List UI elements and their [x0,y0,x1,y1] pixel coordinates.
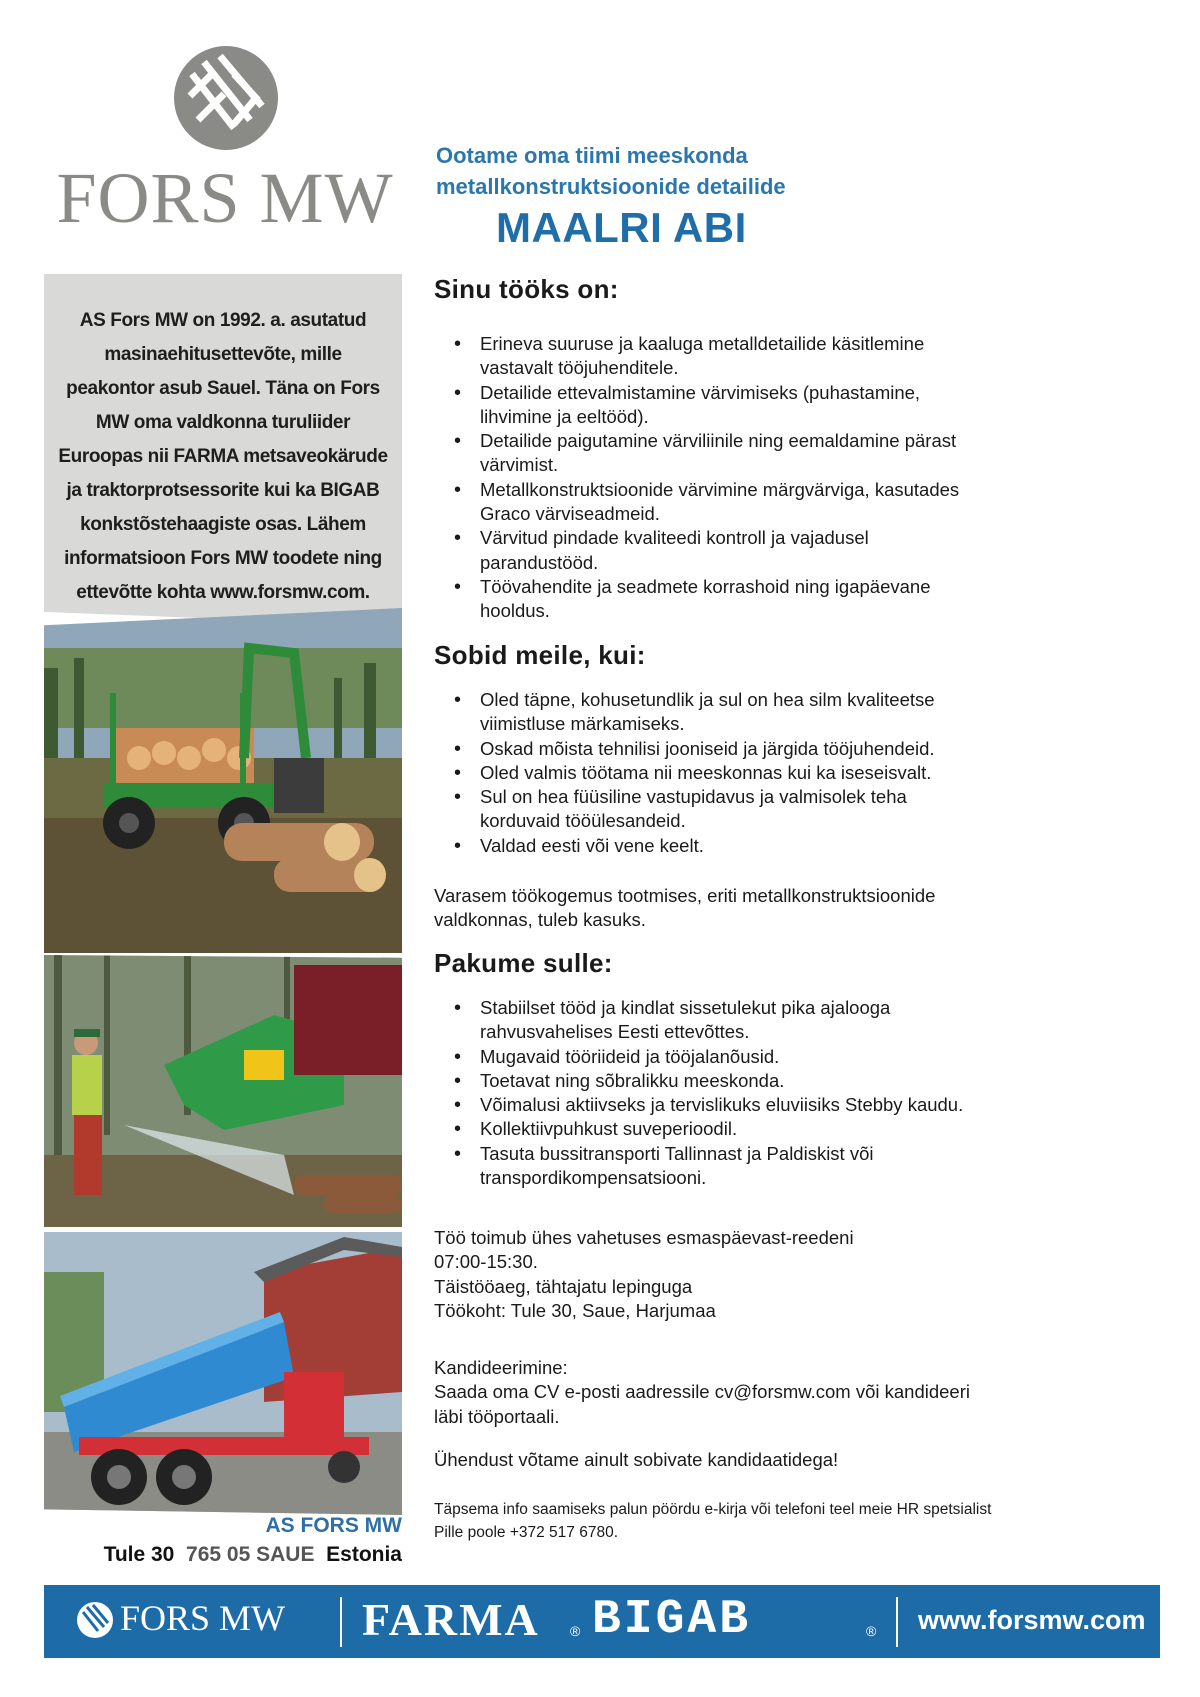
worker-painting-photo [44,955,402,1227]
experience-note: Varasem töökogemus tootmises, eriti metallkonstruktsioonide valdkonnas, tuleb kasuks. [434,885,936,931]
apply-label: Kandideerimine: [434,1357,568,1378]
fors-mw-logo-icon [172,44,280,152]
footer-bar [44,1585,1160,1658]
footer-brand-fors: FORS MW [120,1598,286,1638]
offer-list [434,996,974,1190]
address-postal: 765 05 SAUE [186,1543,315,1566]
apply-text: Saada oma CV e-posti aadressile cv@forsmw.com või kandideeri läbi tööportaali. [434,1381,970,1427]
list-item: • Oled valmis töötama nii meeskonnas kui ka iseseisvalt. [434,761,974,785]
list-item: • Erineva suuruse ja kaaluga metalldetailide käsitlemine vastavalt tööjuhenditele. [434,332,974,381]
job-title: MAALRI ABI [496,204,747,251]
hook-lift-trailer-photo [44,1232,402,1515]
duties-list [434,332,974,624]
address-country: Estonia [326,1543,402,1566]
schedule [434,1226,994,1323]
footer-brand-farma: FARMA [362,1594,540,1645]
forest-trailer-photo [44,608,402,953]
registered-mark: ® [866,1623,877,1639]
list-item: • Värvitud pindade kvaliteedi kontroll ja vajadusel parandustööd. [434,526,974,575]
list-item: • Toetavat ning sõbralikku meeskonda. [434,1069,974,1093]
list-item: • Võimalusi aktiivseks ja tervislikuks eluviisiks Stebby kaudu. [434,1093,974,1117]
fors-mw-logo-text: FORS MW [56,158,394,238]
schedule-line: Töökoht: Tule 30, Saue, Harjumaa [434,1299,716,1321]
list-item: • Kollektiivpuhkust suveperioodil. [434,1117,974,1141]
footer-website-link[interactable]: www.forsmw.com [918,1605,1146,1635]
list-item: • Oled täpne, kohusetundlik ja sul on hea silm kvaliteetse viimistluse märkamiseks. [434,688,974,737]
footer-brand-bigab: BIGAB [592,1593,752,1647]
fit-heading: Sobid meile, kui: [434,640,646,670]
offer-heading: Pakume sulle: [434,948,613,978]
list-item: • Mugavaid tööriideid ja tööjalanõusid. [434,1045,974,1069]
fit-list [434,688,974,858]
schedule-line: 07:00-15:30. [434,1251,538,1273]
job-lead-line2: metallkonstruktsioonide detailide [436,174,786,199]
duties-heading: Sinu tööks on: [434,274,619,304]
schedule-line: Töö toimub ühes vahetuses esmaspäevast-reedeni [434,1227,854,1248]
company-intro: AS Fors MW on 1992. a. asutatud masinaehitusettevõte, mille peakontor asub Sauel. Täna on Fors MW oma valdkonna turuliider Euroopas nii FARMA metsaveokärude ja traktorprotsessorite kui ka BIGAB konkstõstehaagiste osas. Lähem informatsioon Fors MW toodete ning ettevõtte kohta www.forsmw.com. [58,310,388,603]
list-item: • Sul on hea füüsiline vastupidavus ja valmisolek teha korduvaid tööülesandeid. [434,785,974,834]
company-address [44,1543,402,1567]
contact-notice: Ühendust võtame ainult sobivate kandidaatidega! [434,1449,839,1470]
footer-divider [340,1597,342,1647]
application [434,1356,994,1429]
schedule-line: Täistööaeg, tähtajatu lepinguga [434,1275,693,1297]
list-item: • Metallkonstruktsioonide värvimine märgvärviga, kasutades Graco värviseadmeid. [434,478,974,527]
list-item: • Detailide paigutamine värviliinile ning eemaldamine pärast värvimist. [434,429,974,478]
list-item: • Töövahendite ja seadmete korrashoid ning igapäevane hooldus. [434,575,974,624]
hr-contact: Täpsema info saamiseks palun pöördu e-kirja või telefoni teel meie HR spetsialist Pille poole +372 517 6780. [434,1501,992,1541]
list-item: • Tasuta bussitransporti Tallinnast ja Paldiskist või transpordikompensatsiooni. [434,1142,974,1191]
company-name: AS FORS MW [265,1514,402,1537]
fors-mw-footer-logo-icon [76,1601,114,1639]
footer-divider [896,1597,898,1647]
list-item: • Detailide ettevalmistamine värvimiseks (puhastamine, lihvimine ja eeltööd). [434,381,974,430]
list-item: • Valdad eesti või vene keelt. [434,834,974,858]
address-street: Tule 30 [103,1543,175,1566]
job-lead-line1: Ootame oma tiimi meeskonda [436,143,748,168]
registered-mark: ® [570,1623,581,1639]
list-item: • Stabiilset tööd ja kindlat sissetulekut pika ajalooga rahvusvahelises Eesti ettevõttes. [434,996,974,1045]
list-item: • Oskad mõista tehnilisi jooniseid ja järgida tööjuhendeid. [434,737,974,761]
job-lead [436,140,856,202]
